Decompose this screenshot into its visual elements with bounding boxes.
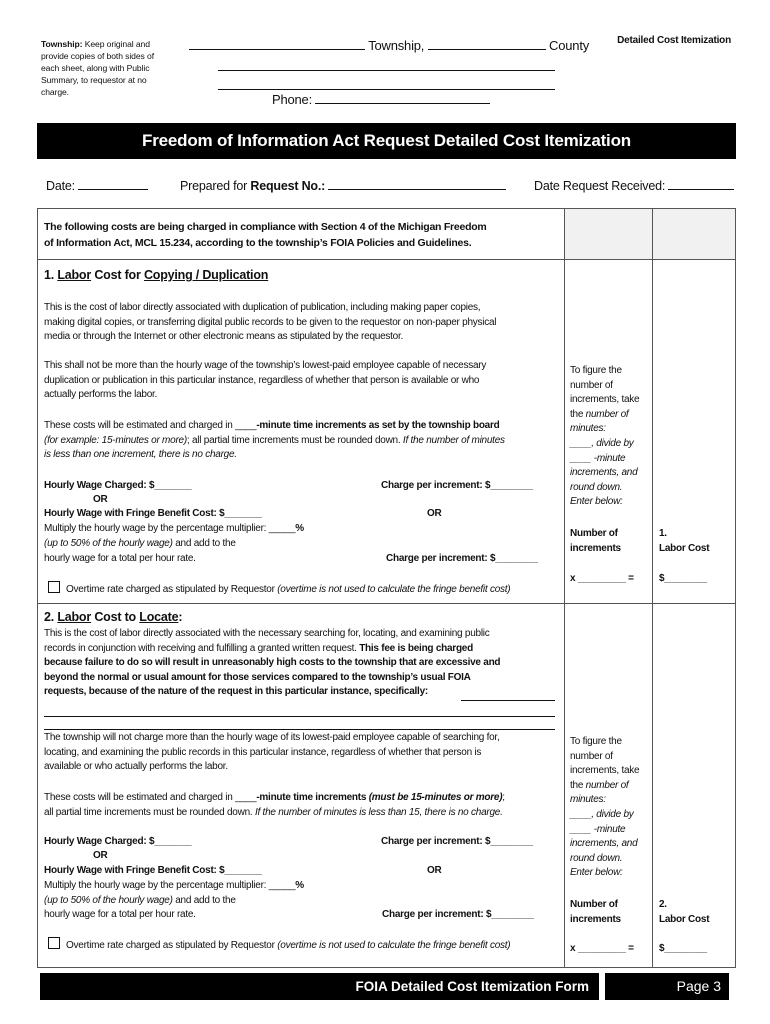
side-1-number-of-label: Number of [570, 528, 618, 539]
s1-charge-increment-2[interactable]: Charge per increment: $________ [386, 553, 538, 564]
side-1-line: increments, take [570, 394, 640, 406]
township-instructions [41, 38, 171, 98]
township-note-label: Township: [41, 39, 83, 49]
footer-form-name: FOIA Detailed Cost Itemization Form [40, 973, 599, 1000]
column-divider-2 [652, 208, 653, 968]
s1-upto [44, 537, 236, 552]
s2-p1-line: records in conjunction with receiving and fulfilling a granted written request. [44, 642, 360, 654]
section-1-cost-for: Cost for [94, 268, 141, 282]
section-2-title [44, 610, 182, 625]
side-1-instructions [570, 364, 639, 510]
s2-multiply-pct: % [295, 880, 304, 891]
s2-p1-bold-line: beyond the normal or usual amount for those services compared to the township’s usual FOIA [44, 671, 471, 683]
section-2-cost-to: Cost to [94, 610, 136, 624]
s2-p3-a: These costs will be estimated and charged in ____ [44, 792, 257, 803]
date-received-field[interactable] [668, 177, 734, 190]
s2-hourly-wage[interactable]: Hourly Wage Charged: $_______ [44, 836, 192, 847]
section-1-paragraph-2 [44, 359, 486, 403]
side-1-line: number of [570, 379, 613, 391]
side-2-minute[interactable]: ____ -minute [570, 823, 626, 835]
s2-multiply [44, 879, 304, 894]
side-1-label-num: 1. [659, 528, 667, 539]
s2-overtime-note: (overtime is not used to calculate the fringe benefit cost) [277, 940, 511, 951]
s1-p3-f: is less than one increment, there is no charge. [44, 449, 237, 461]
side-2-instructions [570, 735, 639, 881]
side-1-amount-field[interactable]: $________ [659, 573, 707, 584]
s1-p1-line: media or through the Internet or other electronic means as stipulated by the requestor. [44, 331, 404, 343]
s2-multiply-text[interactable]: Multiply the hourly wage by the percentage multiplier: _____ [44, 880, 296, 891]
side-2-multiply-field[interactable]: x _________ = [570, 943, 634, 954]
section-1-title-tail: Copying / Duplication [143, 268, 269, 282]
s2-p3-f: If the number of minutes is less than 15, there is no charge. [252, 806, 503, 818]
side-1-enter: Enter below: [570, 496, 623, 508]
s1-p2-line: duplication or publication in this particular instance, regardless of whether that person is available or who [44, 374, 480, 386]
s2-upto [44, 894, 236, 909]
side-2-number-of-label: Number of [570, 899, 618, 910]
s1-multiply [44, 522, 304, 537]
s2-total: hourly wage for a total per hour rate. [44, 909, 196, 920]
s2-p2-line: locating, and examining the public records in this particular instance, regardless of whether that person is [44, 746, 482, 758]
side-1-the: the [570, 408, 584, 420]
township-label: Township, [368, 38, 425, 53]
s2-overtime-row [48, 937, 510, 954]
side-1-increments: increments, and [570, 467, 638, 479]
side-1-minutes: minutes: [570, 423, 606, 435]
s1-p3-b: -minute time increments as set by the township board [256, 420, 500, 431]
side-1-labor-label [659, 527, 709, 556]
s1-p2-line: This shall not be more than the hourly wage of the township’s lowest-paid employee capable of necessary [44, 360, 487, 371]
phone-field[interactable] [315, 91, 490, 104]
s2-specifically-line-2[interactable] [44, 716, 555, 717]
section-1-labor: Labor [57, 268, 92, 282]
section-2-locate: Locate [139, 610, 179, 624]
side-1-label-text: Labor Cost [659, 542, 710, 554]
s2-p1-bold-tail: This fee is being charged [359, 642, 473, 654]
side-2-number-of: number of [583, 779, 629, 791]
s2-specifically-field[interactable] [461, 700, 555, 701]
s1-upto-tail: and add to the [172, 538, 236, 549]
s1-fringe-wage[interactable]: Hourly Wage with Fringe Benefit Cost: $_______ [44, 508, 262, 519]
s2-p3-e: all partial time increments must be rounded down. [44, 806, 253, 818]
section-1-title [44, 268, 268, 283]
side-2-labor-label [659, 898, 709, 927]
side-1-line: To figure the [570, 365, 622, 376]
s2-p2-line: The township will not charge more than the hourly wage of its lowest-paid employee capable of searching for, [44, 732, 500, 743]
s2-or-2: OR [427, 865, 442, 876]
s1-p3-d: ; all partial time increments must be rounded down. [186, 434, 401, 446]
side-2-amount-field[interactable]: $________ [659, 943, 707, 954]
s1-charge-increment-1[interactable]: Charge per increment: $________ [381, 480, 533, 491]
s2-overtime-checkbox[interactable] [48, 937, 60, 949]
section-2-paragraph-3 [44, 791, 505, 820]
side-1-round: round down. [570, 481, 623, 493]
s1-overtime-row [48, 581, 510, 598]
s1-p1-line: This is the cost of labor directly associated with duplication of publication, including making paper copies, [44, 302, 481, 313]
township-note-text: Keep original and provide copies of both sides of each sheet, along with Public Summary, to requestor at no charge. [41, 39, 154, 97]
side-2-divide[interactable]: ____, divide by [570, 808, 634, 820]
county-name-field[interactable] [428, 37, 546, 50]
footer-page-number: Page 3 [605, 973, 729, 1000]
page-title: Freedom of Information Act Request Detailed Cost Itemization [37, 123, 736, 159]
section-2-colon: : [178, 610, 183, 624]
section-1-paragraph-1 [44, 301, 496, 345]
section-2-paragraph-1 [44, 627, 500, 700]
side-2-label-text: Labor Cost [659, 913, 710, 925]
side-2-line: To figure the [570, 736, 622, 747]
s1-multiply-text[interactable]: Multiply the hourly wage by the percentage multiplier: _____ [44, 523, 296, 534]
section-1-paragraph-3 [44, 419, 505, 463]
s2-p3-d: ; [502, 792, 505, 803]
intro-line-2: of Information Act, MCL 15.234, according to the township’s FOIA Policies and Guidelines. [44, 237, 472, 249]
s1-or-1: OR [93, 494, 108, 505]
s2-p1-bold-line: requests, because of the nature of the request in this particular instance, specifically: [44, 686, 428, 698]
side-2-number-increments [570, 898, 621, 927]
s1-or-2: OR [427, 508, 442, 519]
s2-overtime-label: Overtime rate charged as stipulated by Requestor [66, 940, 278, 951]
s1-p3-c: (for example: 15-minutes or more) [44, 434, 187, 446]
section-2-number: 2. [44, 610, 55, 624]
side-2-increments-label: increments [570, 913, 621, 925]
side-2-minutes: minutes: [570, 794, 606, 806]
township-county-line [189, 37, 589, 53]
date-field[interactable] [78, 177, 148, 190]
s2-upto-italic: (up to 50% of the hourly wage) [44, 895, 173, 906]
side-2-enter: Enter below: [570, 867, 623, 879]
s2-charge-increment-1[interactable]: Charge per increment: $________ [381, 836, 533, 847]
s1-p1-line: making digital copies, or transferring digital public records to be given to the requestor on non-paper physical [44, 316, 497, 328]
s2-p3-b: -minute time increments [256, 792, 369, 803]
date-received-row [534, 177, 734, 193]
s2-specifically-line-3[interactable] [44, 729, 555, 730]
date-row [46, 177, 148, 193]
s1-upto-italic: (up to 50% of the hourly wage) [44, 538, 173, 549]
side-1-number-of: number of [583, 408, 629, 420]
s2-p2-line: available or who actually performs the labor. [44, 761, 228, 773]
prepared-for-row [180, 177, 506, 193]
s2-charge-increment-2[interactable]: Charge per increment: $________ [382, 909, 534, 920]
row-divider-1 [37, 259, 736, 260]
s1-multiply-pct: % [295, 523, 304, 534]
s2-p1-bold-line: because failure to do so will result in unreasonably high costs to the township that are excessive and [44, 657, 501, 669]
s2-p3-c: (must be 15-minutes or more) [368, 792, 503, 803]
s2-fringe-wage[interactable]: Hourly Wage with Fringe Benefit Cost: $_______ [44, 865, 262, 876]
address-line-1[interactable] [218, 70, 555, 71]
side-2-label-num: 2. [659, 899, 667, 910]
corner-tag: Detailed Cost Itemization [617, 35, 731, 46]
s1-overtime-checkbox[interactable] [48, 581, 60, 593]
side-1-minute[interactable]: ____ -minute [570, 452, 626, 464]
side-1-multiply-field[interactable]: x _________ = [570, 573, 634, 584]
date-received-label: Date Request Received: [534, 179, 666, 193]
s1-p3-e: If the number of minutes [400, 434, 505, 446]
section-2-labor: Labor [57, 610, 92, 624]
s2-p1-line: This is the cost of labor directly associated with the necessary searching for, locating, and examining public [44, 628, 490, 639]
side-1-increments-label: increments [570, 542, 621, 554]
request-no-label: Request No.: [250, 179, 326, 193]
phone-label: Phone: [272, 92, 313, 107]
address-line-2[interactable] [218, 89, 555, 90]
date-label: Date: [46, 179, 75, 193]
request-no-field[interactable] [328, 177, 506, 190]
intro-line-1: The following costs are being charged in compliance with Section 4 of the Michigan Freedom [44, 221, 487, 233]
intro-text [44, 219, 486, 251]
township-name-field[interactable] [189, 37, 365, 50]
side-2-line: increments, take [570, 765, 640, 777]
s2-upto-tail: and add to the [172, 895, 236, 906]
s1-total: hourly wage for a total per hour rate. [44, 553, 196, 564]
side-1-number-increments [570, 527, 621, 556]
section-2-paragraph-2 [44, 731, 500, 775]
column-divider-1 [564, 208, 565, 968]
section-1-number: 1. [44, 268, 55, 282]
county-label: County [549, 38, 590, 53]
s1-p3-a: These costs will be estimated and charged in ____ [44, 420, 257, 431]
phone-line [272, 91, 490, 107]
side-2-the: the [570, 779, 584, 791]
row-divider-2 [37, 603, 736, 604]
s1-hourly-wage[interactable]: Hourly Wage Charged: $_______ [44, 480, 192, 491]
side-2-increments: increments, and [570, 838, 638, 850]
s1-overtime-note: (overtime is not used to calculate the fringe benefit cost) [277, 584, 511, 595]
side-2-line: number of [570, 750, 613, 762]
prepared-for-label: Prepared for [180, 179, 248, 193]
s1-overtime-label: Overtime rate charged as stipulated by Requestor [66, 584, 278, 595]
s2-or-1: OR [93, 850, 108, 861]
side-1-divide[interactable]: ____, divide by [570, 437, 634, 449]
side-2-round: round down. [570, 852, 623, 864]
s1-p2-line: actually performs the labor. [44, 389, 158, 401]
